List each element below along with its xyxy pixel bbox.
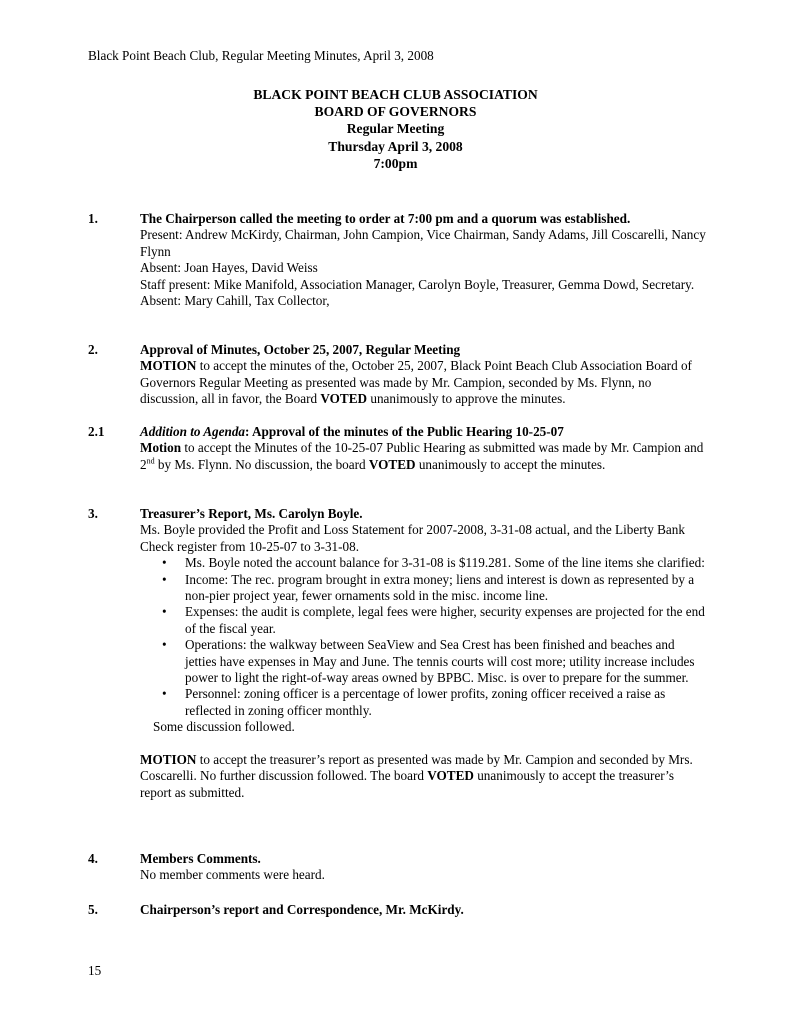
motion-text-end: unanimously to approve the minutes. [367, 391, 566, 407]
members-comments-text: No member comments were heard. [140, 867, 325, 883]
bullet-text: Personnel: zoning officer is a percentage of lower profits, zoning officer received a raise as reflected in zoning officer monthly. [185, 686, 666, 718]
voted-label: VOTED [427, 768, 474, 784]
item-number: 4. [88, 851, 98, 866]
motion-label: MOTION [140, 751, 197, 767]
motion-text-2: by Ms. Flynn. No discussion, the board [154, 456, 369, 472]
absent-list: Absent: Joan Hayes, David Weiss [140, 260, 318, 276]
present-list: Present: Andrew McKirdy, Chairman, John Campion, Vice Chairman, Sandy Adams, Jill Coscarelli, Nancy Flynn [140, 227, 706, 259]
motion-paragraph [140, 358, 708, 407]
motion-text-end: unanimously to accept the minutes. [415, 456, 606, 472]
list-item [140, 604, 708, 637]
list-item [140, 555, 708, 571]
running-header: Black Point Beach Club, Regular Meeting Minutes, April 3, 2008 [88, 48, 434, 63]
motion-text: to accept the Minutes of the 10-25-07 Public Hearing as submitted was made by Mr. Campion and 2 [140, 440, 704, 472]
title-line-2: BOARD OF GOVERNORS [314, 104, 477, 120]
list-item [140, 686, 708, 719]
title-line-5: 7:00pm [373, 155, 418, 171]
bullet-icon: • [162, 604, 167, 620]
bullet-icon: • [162, 637, 167, 653]
bullet-icon: • [162, 555, 167, 571]
bullet-text: Operations: the walkway between SeaView and Sea Crest has been finished and beaches and jetties have expenses in May and June. The tennis courts will cost more; utility increase includes power to light the right-of-way areas owned by BPBC. Misc. is over to prepare for the summer. [185, 637, 695, 686]
bullet-icon: • [162, 686, 167, 702]
bullet-text: Income: The rec. program brought in extra money; liens and interest is down as represented by a non-pier project year, fewer ornaments sold in the misc. income line. [185, 571, 695, 604]
bullet-icon: • [162, 571, 167, 587]
voted-label: VOTED [368, 456, 416, 472]
item-heading: Treasurer’s Report, Ms. Carolyn Boyle. [140, 506, 363, 521]
motion-label: Motion [140, 440, 182, 456]
agenda-item-2 [88, 342, 708, 408]
agenda-item-4 [88, 851, 708, 884]
title-line-1: BLACK POINT BEACH CLUB ASSOCIATION [253, 87, 538, 102]
staff-absent-list: Absent: Mary Cahill, Tax Collector, [140, 293, 330, 309]
treasurer-bullet-list [140, 555, 708, 719]
motion-text-end: unanimously to accept the treasurer’s report as submitted. [140, 768, 674, 800]
list-item [140, 637, 708, 686]
document-title [0, 86, 791, 172]
item-number: 3. [88, 506, 98, 521]
motion-text: to accept the treasurer’s report as presented was made by Mr. Campion and seconded by Mrs. Coscarelli. No further discussion followed. The board [140, 751, 693, 784]
item-number: 5. [88, 902, 98, 917]
item-heading [140, 424, 708, 440]
agenda-item-2-1 [88, 424, 708, 473]
agenda-item-5 [88, 902, 708, 918]
title-line-4: Thursday April 3, 2008 [328, 138, 463, 154]
staff-present-list: Staff present: Mike Manifold, Association Manager, Carolyn Boyle, Treasurer, Gemma Dowd, Secretary. [140, 276, 695, 292]
item-number: 1. [88, 211, 98, 226]
heading-italic: Addition to Agenda [140, 424, 246, 439]
item-number: 2.1 [88, 424, 105, 439]
treasurer-intro: Ms. Boyle provided the Profit and Loss Statement for 2007-2008, 3-31-08 actual, and the Liberty Bank Check register from 10-25-07 to 3-31-08. [140, 522, 685, 554]
item-heading: Members Comments. [140, 851, 261, 866]
motion-label: MOTION [140, 358, 197, 374]
agenda-item-3 [88, 506, 708, 801]
item-heading: Chairperson’s report and Correspondence, Mr. McKirdy. [140, 902, 464, 917]
voted-label: VOTED [320, 391, 368, 407]
bullet-text: Ms. Boyle noted the account balance for 3-31-08 is $119.281. Some of the line items she clarified: [185, 555, 705, 571]
motion-text: to accept the minutes of the, October 25, 2007, Black Point Beach Club Association Board of Governors Regular Meeting as presented was made by Mr. Campion, seconded by Ms. Flynn, no discussion, all in favor, the Board [140, 358, 692, 407]
ordinal-suffix: nd [146, 456, 155, 466]
motion-paragraph [140, 752, 708, 801]
item-heading: The Chairperson called the meeting to order at 7:00 pm and a quorum was established. [140, 211, 631, 226]
item-number: 2. [88, 342, 98, 357]
discussion-note: Some discussion followed. [153, 719, 295, 735]
list-item [140, 572, 708, 605]
item-heading: Approval of Minutes, October 25, 2007, Regular Meeting [140, 342, 461, 357]
agenda-item-1 [88, 211, 708, 309]
motion-paragraph [140, 440, 708, 473]
title-line-3: Regular Meeting [346, 121, 445, 137]
bullet-text: Expenses: the audit is complete, legal fees were higher, security expenses are projected for the end of the fiscal year. [185, 604, 705, 636]
heading-rest: : Approval of the minutes of the Public Hearing 10-25-07 [245, 424, 564, 439]
page-number: 15 [88, 963, 102, 978]
